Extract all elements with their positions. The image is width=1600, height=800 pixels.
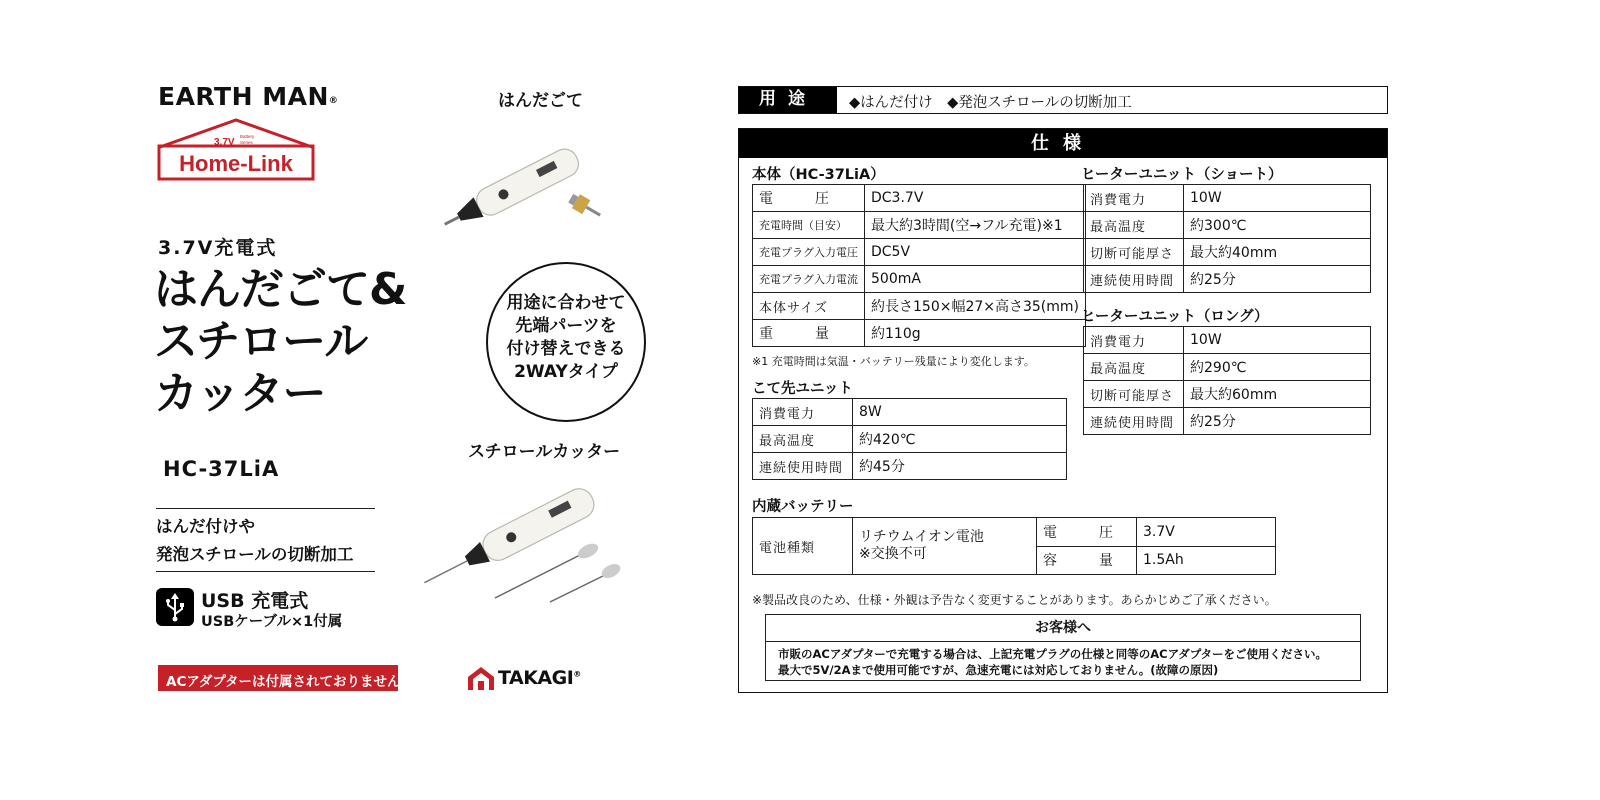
brand-name: EARTH MAN [158, 82, 329, 111]
table-row [1084, 266, 1371, 293]
improvement-notice: ※製品改良のため、仕様・外観は予告なく変更することがあります。あらかじめご了承ください。 [752, 593, 1277, 607]
spec-key: 連続使用時間 [1084, 408, 1184, 435]
brand-logo [158, 82, 338, 111]
spec-value: 約25分 [1184, 408, 1371, 435]
label-soldering-iron: はんだごて [498, 91, 583, 111]
feature-circle-text [486, 292, 646, 384]
table-row [753, 399, 1067, 426]
circle-line-1: 用途に合わせて [506, 293, 626, 313]
table-row [1084, 381, 1371, 408]
spec-key: 充電プラグ入力電流 [753, 266, 865, 293]
spec-key: 充電プラグ入力電圧 [753, 239, 865, 266]
spec-value: DC3.7V [865, 185, 1086, 212]
spec-key: 充電時間（目安） [753, 212, 865, 239]
table-row [753, 266, 1086, 293]
spec-key: 連続使用時間 [753, 453, 853, 480]
spec-value: 約420℃ [853, 426, 1067, 453]
spec-value: 約25分 [1184, 266, 1371, 293]
brand-registered-mark: ® [328, 96, 339, 106]
spec-key: 切断可能厚さ [1084, 239, 1184, 266]
spec-header: 仕様 [739, 129, 1387, 158]
spec-value: 約長さ150×幅27×高さ35(mm) [865, 293, 1086, 320]
circle-line-3: 付け替えできる [506, 339, 626, 359]
tip-section-title: こて先ユニット [752, 381, 853, 397]
spec-key: 消費電力 [753, 399, 853, 426]
spec-key: 連続使用時間 [1084, 266, 1184, 293]
use-text: ◆はんだ付け ◆発泡スチロールの切断加工 [849, 95, 1132, 111]
divider-top [156, 508, 375, 509]
battery-type-value-1: リチウムイオン電池 [859, 529, 984, 545]
heater-long-section-title: ヒーターユニット（ロング） [1081, 309, 1269, 325]
customer-notice-box [765, 614, 1361, 681]
table-row [753, 185, 1086, 212]
table-row [753, 426, 1067, 453]
spec-value: 約290℃ [1184, 354, 1371, 381]
battery-voltage-value: 3.7V [1137, 518, 1276, 547]
heater-long-spec-table [1083, 326, 1371, 435]
ac-adapter-warning: ACアダプターは付属されておりません。 [158, 665, 398, 691]
spec-key: 本体サイズ [753, 293, 865, 320]
homelink-voltage: 3.7V [214, 137, 235, 148]
usb-cable-note: USBケーブル×1付属 [201, 614, 343, 630]
use-label: 用途 [739, 87, 837, 113]
table-row [753, 320, 1086, 347]
maker-logo [498, 667, 581, 689]
table-row [1084, 185, 1371, 212]
table-row [1084, 239, 1371, 266]
table-row [753, 518, 1276, 547]
battery-capacity-key: 容 量 [1037, 546, 1137, 575]
homelink-series-1: Battery [240, 134, 255, 139]
table-row [753, 239, 1086, 266]
spec-value: 最大約40mm [1184, 239, 1371, 266]
spec-key: 最高温度 [753, 426, 853, 453]
tip-spec-table [752, 398, 1067, 480]
battery-section-title: 内蔵バッテリー [752, 499, 854, 515]
usage-line-1: はんだ付けや [156, 517, 255, 536]
product-subtitle: 3.7V充電式 [158, 237, 278, 259]
spec-key: 最高温度 [1084, 354, 1184, 381]
model-number: HC-37LiA [163, 457, 280, 481]
soldering-iron-image [433, 138, 623, 228]
spec-key: 切断可能厚さ [1084, 381, 1184, 408]
spec-key: 重 量 [753, 320, 865, 347]
body-spec-table [752, 184, 1086, 347]
title-line-2: スチロール [154, 316, 368, 367]
circle-line-2: 先端パーツを [515, 316, 617, 336]
usb-title: USB 充電式 [201, 590, 309, 612]
spec-value: 500mA [865, 266, 1086, 293]
usage-line-2: 発泡スチロールの切断加工 [156, 545, 354, 564]
spec-value: 約110g [865, 320, 1086, 347]
charge-time-note: ※1 充電時間は気温・バッテリー残量により変化します。 [752, 355, 1035, 368]
spec-key: 最高温度 [1084, 212, 1184, 239]
spec-key: 消費電力 [1084, 185, 1184, 212]
divider-bottom [156, 571, 375, 572]
spec-value: 約300℃ [1184, 212, 1371, 239]
takagi-logo-icon [466, 665, 496, 691]
customer-notice-line-2: 最大で5V/2Aまで使用可能ですが、急速充電には対応しておりません。(故障の原因) [778, 663, 1219, 677]
product-title [154, 264, 434, 420]
homelink-name: Home-Link [179, 151, 293, 176]
use-box [738, 86, 1388, 114]
table-row [753, 212, 1086, 239]
battery-type-key: 電池種類 [753, 518, 853, 575]
spec-value: 10W [1184, 327, 1371, 354]
homelink-series-2: Series [240, 140, 253, 145]
spec-value: 約45分 [853, 453, 1067, 480]
title-line-3: カッター [154, 368, 326, 419]
table-row [753, 293, 1086, 320]
table-row [753, 453, 1067, 480]
spec-key: 消費電力 [1084, 327, 1184, 354]
maker-registered-mark: ® [573, 669, 581, 679]
battery-type-value-2: ※交換不可 [859, 546, 927, 562]
heater-short-spec-table [1083, 184, 1371, 293]
table-row [1084, 212, 1371, 239]
battery-voltage-key: 電 圧 [1037, 518, 1137, 547]
maker-name: TAKAGI [498, 667, 574, 689]
customer-notice-title: お客様へ [766, 615, 1360, 642]
label-foam-cutter: スチロールカッター [468, 442, 621, 462]
home-link-logo [156, 117, 316, 181]
spec-value: 最大約3時間(空→フル充電)※1 [865, 212, 1086, 239]
foam-cutter-image [410, 480, 625, 610]
circle-line-4: 2WAYタイプ [514, 362, 618, 382]
battery-spec-table [752, 517, 1276, 575]
body-section-title: 本体（HC-37LiA） [752, 167, 885, 183]
title-line-1: はんだごて& [154, 264, 407, 315]
battery-type-value [853, 518, 1037, 575]
spec-value: 8W [853, 399, 1067, 426]
heater-short-section-title: ヒーターユニット（ショート） [1081, 167, 1283, 183]
spec-value: 最大約60mm [1184, 381, 1371, 408]
spec-key: 電 圧 [753, 185, 865, 212]
spec-value: DC5V [865, 239, 1086, 266]
customer-notice-line-1: 市販のACアダプターで充電する場合は、上記充電プラグの仕様と同等のACアダプターをご使用ください。 [778, 647, 1327, 661]
battery-capacity-value: 1.5Ah [1137, 546, 1276, 575]
table-row [1084, 327, 1371, 354]
usb-icon [156, 588, 194, 626]
table-row [1084, 408, 1371, 435]
table-row [1084, 354, 1371, 381]
spec-value: 10W [1184, 185, 1371, 212]
